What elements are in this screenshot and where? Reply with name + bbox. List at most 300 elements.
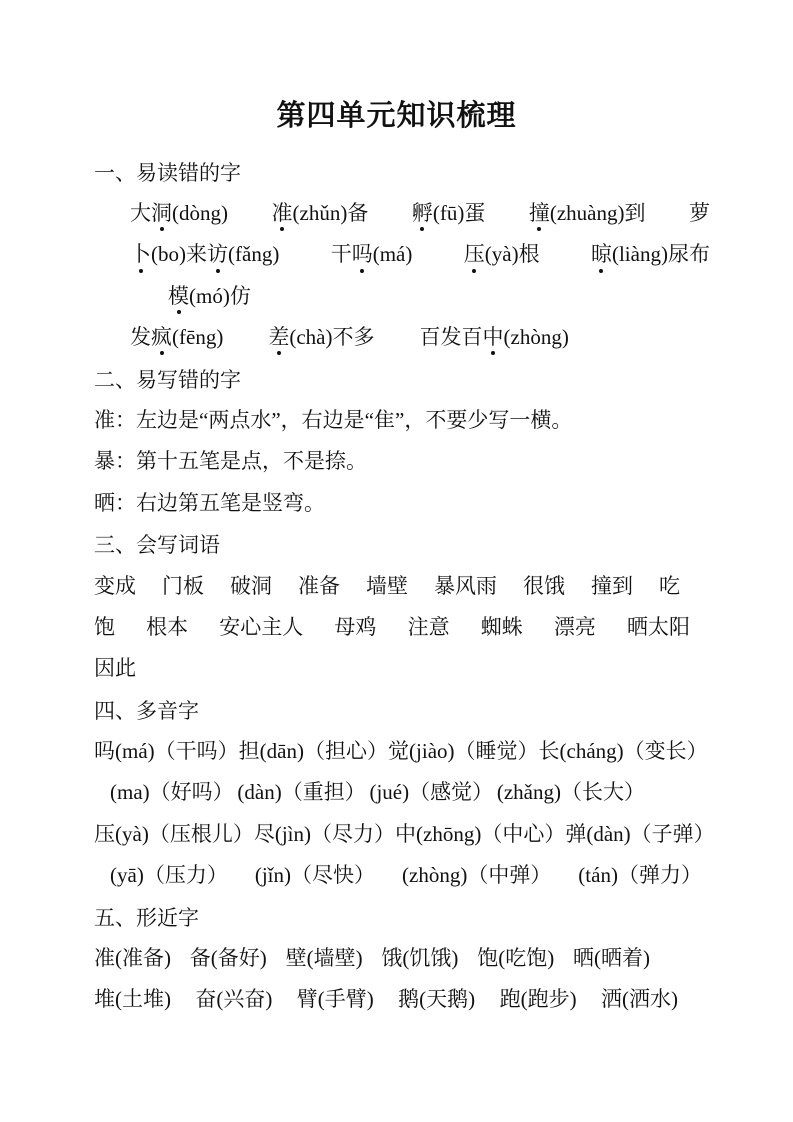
char: ： (115, 407, 136, 432)
word-token (146, 615, 188, 639)
word-token (94, 449, 367, 473)
word-token (500, 987, 577, 1011)
char: 一 (509, 407, 531, 432)
char: ( (317, 987, 325, 1012)
char: ā (127, 863, 137, 888)
char: ( (115, 821, 122, 846)
char: 感 (430, 780, 452, 805)
char: 太 (647, 614, 669, 639)
char: 压 (94, 821, 115, 846)
char: j (281, 821, 288, 846)
char: n (613, 821, 624, 846)
text-line (94, 937, 650, 978)
char: ) (457, 201, 465, 226)
char: 成 (115, 573, 136, 598)
char: 壁 (285, 946, 307, 971)
char: ( (237, 780, 245, 805)
char: a (133, 780, 143, 805)
char: 安 (219, 614, 241, 639)
char: ( (254, 863, 262, 888)
char: j (416, 739, 422, 764)
char: （ (560, 780, 582, 805)
char: ) (511, 242, 519, 267)
char: ” (271, 407, 281, 432)
word-token (94, 822, 254, 846)
emphasized-char: 洞 (151, 201, 172, 226)
char: f (235, 242, 242, 267)
char: （ (481, 821, 503, 846)
char: 发 (440, 325, 462, 350)
char: ) (474, 821, 482, 846)
char: ( (115, 739, 122, 764)
word-token (239, 739, 388, 763)
char: 漂 (553, 614, 575, 639)
char: 饱 (526, 946, 548, 971)
word-token (110, 780, 234, 804)
char: 边 (157, 407, 178, 432)
char: ) (405, 242, 413, 267)
char: ó (212, 283, 223, 308)
char: 根 (190, 821, 212, 846)
char: ） (623, 780, 645, 805)
char: 鹅 (447, 987, 469, 1012)
char: ) (547, 946, 555, 971)
char: 不 (332, 325, 354, 350)
word-token (130, 242, 279, 266)
emphasized-char: 差 (268, 325, 290, 350)
char: （ (311, 821, 333, 846)
char: 饿 (430, 946, 452, 971)
char: ) (274, 780, 282, 805)
char: d (593, 821, 604, 846)
char: ) (447, 739, 455, 764)
char: o (168, 242, 179, 267)
char: à (132, 821, 142, 846)
char: 竖 (262, 490, 283, 515)
char: n (273, 863, 284, 888)
char: 母 (334, 614, 356, 639)
char: ) (468, 987, 476, 1012)
char: t (585, 863, 592, 888)
word-token (659, 574, 680, 598)
char: ) (304, 821, 312, 846)
char: ( (259, 739, 267, 764)
char: à (316, 325, 326, 350)
char: 吃 (505, 946, 527, 971)
char: g (551, 325, 562, 350)
word-token (366, 574, 408, 598)
page-title: 第四单元知识梳理 (276, 100, 517, 132)
char: （ (149, 780, 171, 805)
char: 横 (530, 407, 552, 432)
char: ） (530, 863, 552, 888)
char: ( (578, 863, 586, 888)
word-token (539, 739, 708, 763)
char: ǎ (242, 242, 252, 267)
word-token (190, 946, 267, 970)
char: ( (115, 987, 122, 1012)
char: （ (617, 863, 639, 888)
char: 到 (612, 573, 633, 598)
char: ） (354, 863, 375, 888)
char: （ (281, 780, 303, 805)
char: 力 (353, 821, 375, 846)
char: 压 (164, 863, 186, 888)
char: 备 (189, 946, 211, 971)
char: á (591, 863, 601, 888)
char: i (624, 242, 631, 267)
char: ） (206, 863, 228, 888)
char: ( (110, 863, 117, 888)
char: 因 (94, 656, 115, 681)
char: 五 (199, 490, 220, 515)
emphasized-char: 访 (207, 242, 228, 267)
char: 洞 (251, 573, 272, 598)
char: 觉 (451, 780, 473, 805)
char: （ (454, 739, 476, 764)
char: 兴 (223, 987, 245, 1012)
char: ) (366, 987, 374, 1012)
char: ( (484, 242, 492, 267)
char: 雨 (476, 573, 497, 598)
char: 心 (240, 614, 262, 639)
char: g (606, 739, 617, 764)
char: 手 (324, 987, 346, 1012)
char: ) (164, 946, 171, 971)
char: z (299, 201, 309, 226)
section-3 (94, 524, 753, 690)
word-token (331, 242, 413, 266)
word-token (110, 863, 228, 887)
char: 好 (238, 946, 260, 971)
char: 暴 (434, 573, 455, 598)
char: ) (561, 325, 569, 350)
word-token (94, 491, 325, 515)
char: z (408, 863, 419, 888)
section-heading: 四、多音字 (94, 698, 199, 723)
char: 人 (282, 614, 304, 639)
char: n (600, 863, 611, 888)
char: m (379, 242, 397, 267)
char: 奋 (195, 987, 217, 1012)
char: ( (503, 325, 511, 350)
char: ē (186, 325, 196, 350)
char: 吗 (94, 739, 115, 764)
word-token (272, 201, 369, 225)
char: n (453, 821, 464, 846)
char: ) (402, 780, 410, 805)
char: ) (460, 863, 468, 888)
char: 中 (395, 821, 417, 846)
document-body (94, 151, 753, 1020)
char: 尽 (332, 821, 354, 846)
char: n (596, 201, 607, 226)
char: c (296, 325, 306, 350)
char: ( (172, 201, 179, 226)
char: 不 (425, 407, 447, 432)
char: 。 (346, 449, 367, 474)
char: ) (259, 946, 267, 971)
text-line (110, 772, 645, 813)
char: ) (670, 987, 678, 1012)
word-token (219, 615, 303, 639)
char: é (392, 780, 403, 805)
word-token (255, 863, 375, 887)
char: 写 (488, 407, 510, 432)
char: b (158, 242, 169, 267)
char: j (376, 780, 383, 805)
char: 注 (407, 614, 429, 639)
char: 来 (186, 242, 207, 267)
char: 臂 (296, 987, 318, 1012)
char: ) (284, 863, 291, 888)
word-token (573, 946, 650, 970)
char: 亮 (574, 614, 596, 639)
char: ū (446, 201, 458, 226)
char: 边 (157, 490, 178, 515)
char: ò (428, 863, 440, 888)
char: u (382, 780, 393, 805)
char: 干 (330, 242, 352, 267)
char: 第 (136, 449, 157, 474)
char: 堆 (94, 987, 115, 1012)
text-line (130, 317, 753, 358)
char: ） (232, 821, 254, 846)
char: 晒 (94, 490, 115, 515)
char: 少 (467, 407, 489, 432)
char: u (576, 201, 588, 226)
char: 蜘 (480, 614, 502, 639)
char: á (586, 739, 596, 764)
char: ( (496, 780, 504, 805)
word-token (94, 987, 171, 1011)
char: 是 (241, 490, 262, 515)
char: 饱 (477, 946, 499, 971)
char: ǔ (319, 201, 330, 226)
char: 准 (94, 946, 115, 971)
word-token (434, 574, 497, 598)
char: “ (199, 407, 209, 432)
char: f (179, 325, 186, 350)
char: 力 (659, 863, 681, 888)
char: m (122, 739, 139, 764)
char: 觉 (496, 739, 518, 764)
char: 大 (130, 201, 151, 226)
char: 子 (651, 821, 673, 846)
char: 洒 (628, 987, 650, 1012)
char: ( (593, 946, 601, 971)
char: ( (402, 946, 410, 971)
char: 准 (298, 573, 319, 598)
char: 洒 (600, 987, 622, 1012)
word-token (464, 242, 540, 266)
char: ( (416, 821, 424, 846)
char: 边 (322, 407, 344, 432)
char: n (264, 780, 275, 805)
section-1 (94, 151, 753, 358)
char: ( (115, 946, 122, 971)
char: 是 (178, 407, 199, 432)
char: ) (179, 242, 186, 267)
char: 笔 (199, 449, 220, 474)
char: y (491, 242, 503, 267)
char: ) (136, 863, 144, 888)
char: ） (544, 821, 566, 846)
char: ） (367, 739, 388, 764)
char: g (261, 242, 273, 267)
word-token (130, 325, 223, 349)
char: ) (325, 325, 333, 350)
char: ） (472, 780, 494, 805)
char: 墙 (313, 946, 335, 971)
char: ） (212, 780, 234, 805)
char: ) (553, 780, 561, 805)
char: 中 (488, 863, 510, 888)
char: ì (287, 821, 294, 846)
char: á (138, 739, 148, 764)
char: 晒 (600, 946, 622, 971)
char: 中 (502, 821, 524, 846)
char: 此 (115, 656, 136, 681)
word-token (286, 946, 363, 970)
char: （ (304, 739, 325, 764)
char: ) (297, 739, 304, 764)
char: ） (693, 821, 715, 846)
char: ( (586, 821, 594, 846)
char: 饱 (94, 614, 115, 639)
section-heading: 五、形近字 (94, 905, 199, 930)
char: g (606, 201, 618, 226)
char: ) (610, 863, 618, 888)
char: 担 (238, 739, 260, 764)
char: ) (265, 987, 273, 1012)
char: 门 (162, 573, 183, 598)
char: n (293, 821, 305, 846)
char: n (200, 201, 211, 226)
char: 是 (220, 449, 241, 474)
word-token (627, 615, 690, 639)
text-line (94, 399, 753, 440)
char: ( (228, 242, 235, 267)
char: 萝 (688, 201, 710, 226)
char: 备 (319, 573, 340, 598)
char: （ (291, 863, 312, 888)
char: d (244, 780, 255, 805)
char: 弹 (672, 821, 694, 846)
char: 根 (146, 614, 168, 639)
char: ( (172, 325, 179, 350)
char: 很 (523, 573, 544, 598)
char: 是 (343, 407, 365, 432)
char: （ (148, 821, 170, 846)
char: 土 (122, 987, 143, 1012)
char: 备 (347, 201, 369, 226)
char: ) (355, 946, 363, 971)
char: f (439, 201, 447, 226)
char: g (210, 201, 221, 226)
char: ) (616, 739, 624, 764)
char: o (437, 739, 448, 764)
char: h (308, 201, 320, 226)
char: ǐ (267, 863, 274, 888)
char: ) (451, 946, 459, 971)
char: h (418, 863, 429, 888)
char: ( (520, 987, 528, 1012)
char: h (519, 325, 531, 350)
char: ） (344, 780, 366, 805)
char: 仿 (229, 283, 251, 308)
char: ō (442, 821, 454, 846)
char: m (117, 780, 134, 805)
char: n (639, 242, 651, 267)
char: 准 (122, 946, 143, 971)
char: 笔 (220, 490, 241, 515)
word-token (94, 656, 136, 680)
char: 百 (419, 325, 441, 350)
char: ） (217, 739, 239, 764)
char: ( (274, 821, 282, 846)
char: 饿 (544, 573, 565, 598)
char: j (261, 863, 268, 888)
word-token (94, 408, 572, 432)
char: z (503, 780, 514, 805)
char: 不 (283, 449, 304, 474)
char: ” (394, 407, 405, 432)
char: 尽 (312, 863, 333, 888)
char: à (603, 821, 614, 846)
char: ) (216, 325, 224, 350)
word-token (254, 822, 395, 846)
word-token (477, 946, 554, 970)
char: ) (340, 201, 348, 226)
text-line (168, 275, 753, 316)
char: ( (306, 946, 314, 971)
char: 板 (183, 573, 204, 598)
char: 备 (143, 946, 164, 971)
char: 儿 (211, 821, 233, 846)
char: à (427, 739, 438, 764)
text-line (130, 234, 710, 275)
char: g (449, 863, 461, 888)
char: ) (221, 201, 228, 226)
char: 点 (229, 407, 251, 432)
char: ( (369, 780, 377, 805)
word-token (230, 574, 272, 598)
char: ( (498, 946, 506, 971)
char: 墙 (366, 573, 387, 598)
char: ， (262, 449, 283, 474)
char: 压 (169, 821, 191, 846)
char: （ (467, 863, 489, 888)
char: 堆 (143, 987, 164, 1012)
char: 着 (621, 946, 643, 971)
text-line (94, 441, 753, 482)
word-token (398, 987, 475, 1011)
char: （ (623, 739, 645, 764)
text-line (94, 648, 753, 689)
word-token (94, 615, 115, 639)
char: 弯 (283, 490, 304, 515)
char: 鸡 (355, 614, 377, 639)
emphasized-char: 晾 (590, 242, 612, 267)
char: ( (292, 201, 300, 226)
word-token (268, 325, 374, 349)
word-token (130, 201, 228, 225)
char: n (439, 863, 450, 888)
char: h (432, 821, 443, 846)
char: 干 (175, 739, 197, 764)
word-token (591, 574, 633, 598)
